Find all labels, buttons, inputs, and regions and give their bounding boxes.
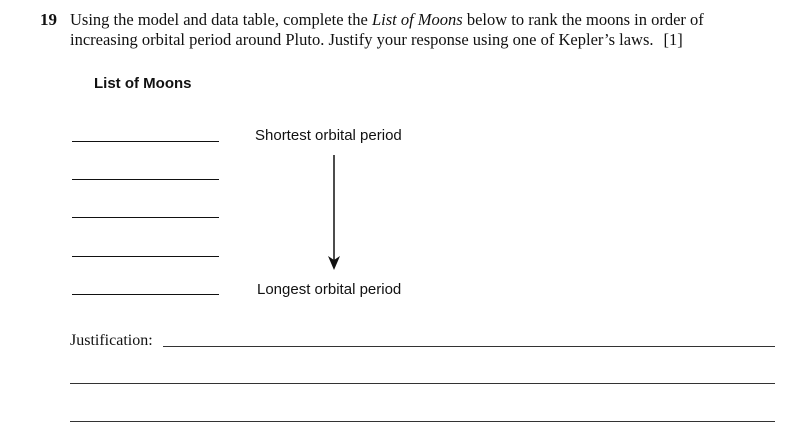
down-arrow-icon <box>325 155 343 271</box>
question-points: [1] <box>663 30 683 49</box>
justification-label: Justification: <box>70 332 153 349</box>
question-text <box>70 10 760 50</box>
moon-answer-blank-5[interactable] <box>72 294 219 295</box>
longest-period-label: Longest orbital period <box>257 281 402 298</box>
justification-line-3[interactable] <box>70 421 775 422</box>
justification-line-2[interactable] <box>70 383 775 384</box>
moon-answer-blank-3[interactable] <box>72 217 219 218</box>
question-text-part2: below to rank the moons in order of increasing orbital period around Pluto. Justify your response using one of Kepler’s laws. <box>70 10 704 49</box>
question-number: 19 <box>40 10 57 29</box>
moon-answer-blank-4[interactable] <box>72 256 219 257</box>
question-text-part1: Using the model and data table, complete the <box>70 10 372 29</box>
moon-answer-blank-1[interactable] <box>72 141 219 142</box>
shortest-period-label: Shortest orbital period <box>255 127 402 144</box>
list-of-moons-heading: List of Moons <box>94 75 192 92</box>
justification-line-1[interactable] <box>163 346 775 347</box>
question-text-emphasis: List of Moons <box>371 10 463 29</box>
moon-answer-blank-2[interactable] <box>72 179 219 180</box>
